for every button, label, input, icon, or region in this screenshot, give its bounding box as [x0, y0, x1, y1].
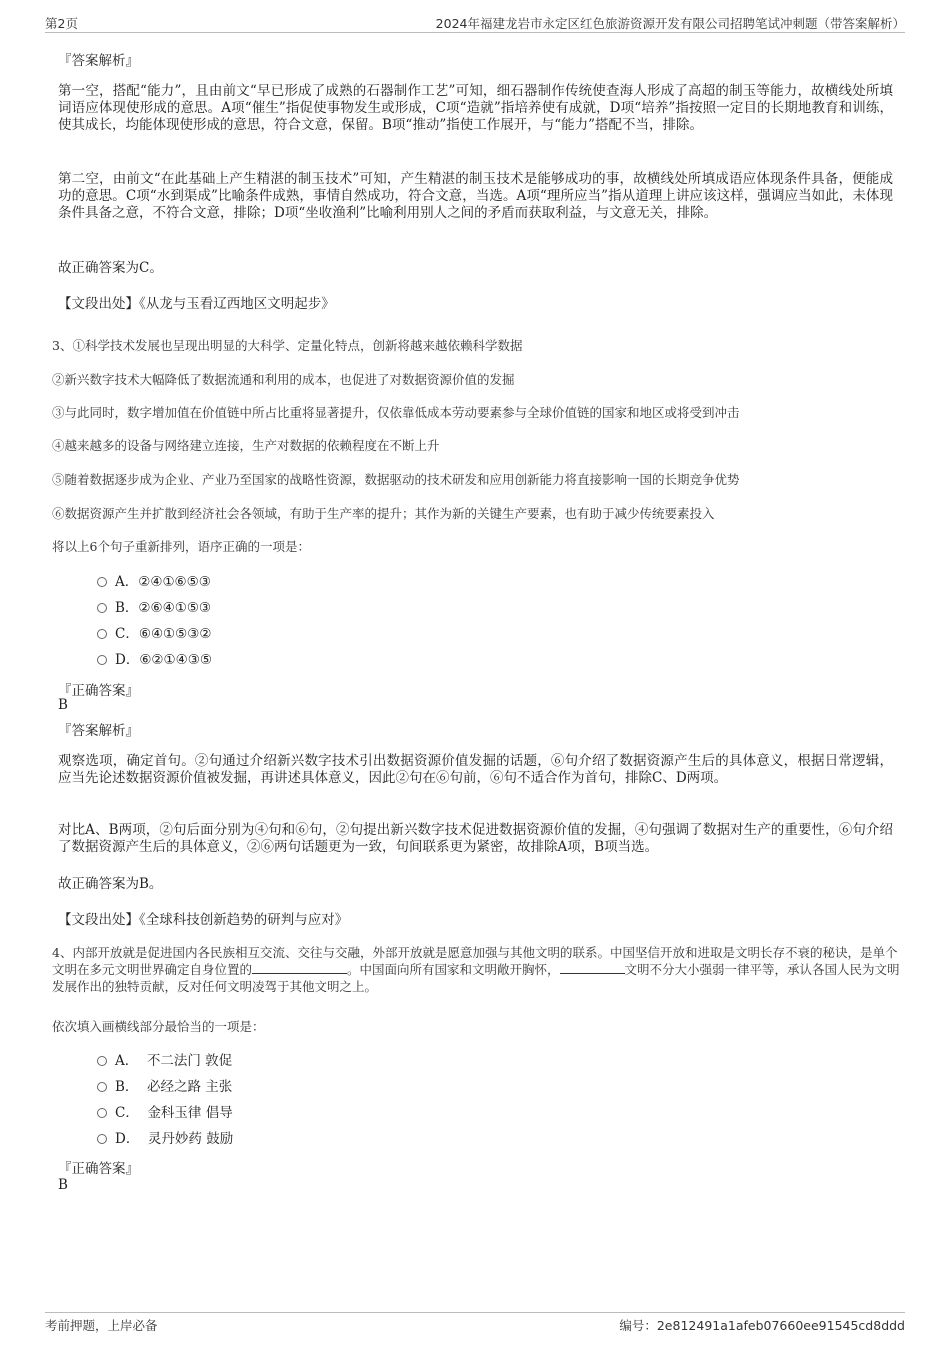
fill-blank — [560, 961, 625, 974]
option-a[interactable]: A．②④①⑥⑤③ — [97, 573, 211, 591]
correct-answer: B — [58, 697, 68, 713]
answer-conclusion: 故正确答案为C。 — [58, 260, 163, 276]
option-c[interactable]: C．⑥④①⑤③② — [97, 625, 211, 643]
option-d[interactable]: D． 灵丹妙药 鼓励 — [97, 1130, 233, 1148]
analysis-paragraph: 第二空，由前文“在此基础上产生精湛的制玉技术”可知，产生精湛的制玉技术是能够成功的事，故横线处所填成语应体现条件具备，便能成功的意思。C项“水到渠成”比喻条件成熟，事情自然成功，符合文意，当选。A项“理所应当”指从道理上讲应该这样，强调应当如此，未体现条件具备之意，不符合文意，排除；D项“坐收渔利”比喻利用别人之间的矛盾而获取利益，与文意无关，排除。 — [58, 171, 893, 221]
analysis-paragraph: 观察选项，确定首句。②句通过介绍新兴数字技术引出数据资源价值发掘的话题，⑥句介绍了数据资源产生后的具体意义，根据日常逻辑，应当先论述数据资源价值被发掘，再讲述具体意义，因此②句在⑥句前，⑥句不适合作为首句，排除C、D两项。 — [58, 753, 893, 786]
page-header — [45, 14, 905, 33]
question-sentence: ②新兴数字技术大幅降低了数据流通和利用的成本，也促进了对数据资源价值的发掘 — [52, 372, 515, 387]
document-title: 2024年福建龙岩市永定区红色旅游资源开发有限公司招聘笔试冲刺题（带答案解析） — [435, 16, 905, 31]
question-sentence: ⑤随着数据逐步成为企业、产业乃至国家的战略性资源，数据驱动的技术研发和应用创新能力将直接影响一国的长期竞争优势 — [52, 472, 740, 487]
passage-source: 【文段出处】《全球科技创新趋势的研判与应对》 — [58, 912, 349, 928]
answer-label: 『正确答案』 — [58, 1161, 139, 1177]
question-sentence: ③与此同时，数字增加值在价值链中所占比重将显著提升，仅依靠低成本劳动要素参与全球价值链的国家和地区或将受到冲击 — [52, 405, 740, 420]
radio-icon[interactable] — [97, 1056, 107, 1066]
analysis-label: 『答案解析』 — [58, 53, 139, 69]
radio-icon[interactable] — [97, 577, 107, 587]
option-b[interactable]: B．②⑥④①⑤③ — [97, 599, 211, 617]
answer-conclusion: 故正确答案为B。 — [58, 876, 163, 892]
radio-icon[interactable] — [97, 1082, 107, 1092]
analysis-paragraph: 第一空，搭配“能力”，且由前文“早已形成了成熟的石器制作工艺”可知，细石器制作传统使查海人形成了高超的制玉等能力，故横线处所填词语应体现使形成的意思。A项“催生”指促使事物发生或形成，C项“造就”指培养使有成就，D项“培养”指按照一定目的长期地教育和训练，使其成长，均能体现使形成的意思，符合文意，保留。B项“推动”指使工作展开，与“能力”搭配不当，排除。 — [58, 83, 893, 133]
option-b[interactable]: B． 必经之路 主张 — [97, 1078, 232, 1096]
page-number: 第2页 — [45, 16, 78, 31]
option-a[interactable]: A． 不二法门 敦促 — [97, 1052, 232, 1070]
document-id: 编号：2e812491a1afeb07660ee91545cd8ddd — [619, 1318, 905, 1333]
question-stem: 4、内部开放就是促进国内各民族相互交流、交往与交融，外部开放就是愿意加强与其他文明的联系。中国坚信开放和进取是文明长存不衰的秘诀，是单个文明在多元文明世界确定自身位置的 。中国面向所有国家和文明敞开胸怀， 文明不分大小强弱一律平等，承认各国人民为文明发展作出的独特贡献，反对任何文明凌驾于其他文明之上。 — [52, 945, 900, 994]
option-c[interactable]: C． 金科玉律 倡导 — [97, 1104, 233, 1122]
option-d[interactable]: D．⑥②①④③⑤ — [97, 651, 212, 669]
radio-icon[interactable] — [97, 629, 107, 639]
question-sentence: 3、①科学技术发展也呈现出明显的大科学、定量化特点，创新将越来越依赖科学数据 — [52, 338, 523, 353]
question-sentence: ④越来越多的设备与网络建立连接，生产对数据的依赖程度在不断上升 — [52, 438, 440, 453]
question-sentence: ⑥数据资源产生并扩散到经济社会各领域，有助于生产率的提升；其作为新的关键生产要素，也有助于减少传统要素投入 — [52, 506, 715, 521]
page-footer — [45, 1312, 905, 1333]
analysis-paragraph: 对比A、B两项，②句后面分别为④句和⑥句，②句提出新兴数字技术促进数据资源价值的发掘，④句强调了数据对生产的重要性，⑥句介绍了数据资源产生后的具体意义，②⑥两句话题更为一致，句间联系更为紧密，故排除A项，B项当选。 — [58, 822, 893, 855]
footer-slogan: 考前押题，上岸必备 — [45, 1318, 158, 1333]
radio-icon[interactable] — [97, 655, 107, 665]
question-prompt: 依次填入画横线部分最恰当的一项是： — [52, 1019, 265, 1034]
answer-label: 『正确答案』 — [58, 683, 139, 699]
radio-icon[interactable] — [97, 1108, 107, 1118]
radio-icon[interactable] — [97, 603, 107, 613]
correct-answer: B — [58, 1177, 68, 1193]
analysis-label: 『答案解析』 — [58, 723, 139, 739]
passage-source: 【文段出处】《从龙与玉看辽西地区文明起步》 — [58, 296, 335, 312]
question-prompt: 将以上6个句子重新排列，语序正确的一项是： — [52, 539, 310, 554]
radio-icon[interactable] — [97, 1134, 107, 1144]
fill-blank — [252, 961, 347, 974]
